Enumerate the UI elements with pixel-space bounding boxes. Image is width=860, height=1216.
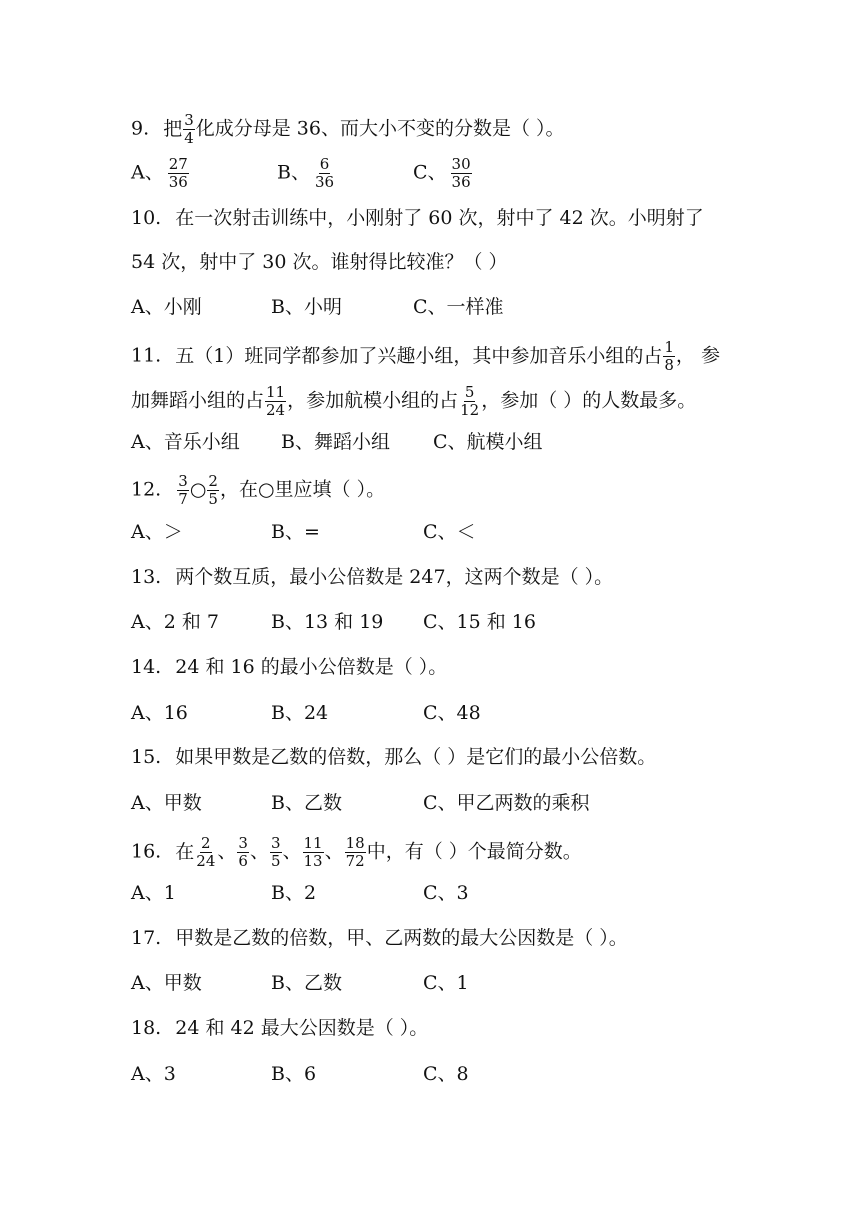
question-number: 13. bbox=[131, 566, 162, 588]
fraction bbox=[177, 473, 189, 508]
fraction bbox=[459, 384, 480, 419]
numerator: 2 bbox=[201, 834, 211, 852]
separator: 、 bbox=[282, 840, 302, 863]
fraction bbox=[168, 156, 189, 191]
denominator: 7 bbox=[178, 490, 188, 508]
option-c: C、8 bbox=[423, 1063, 469, 1085]
denominator: 36 bbox=[451, 173, 471, 191]
option-c bbox=[413, 156, 473, 191]
question-number: 18. bbox=[131, 1017, 162, 1039]
option-label: B、 bbox=[277, 161, 310, 184]
question-10-cont bbox=[131, 250, 508, 274]
option-b: B、小明 bbox=[271, 296, 342, 318]
option-c: C、3 bbox=[423, 882, 469, 904]
question-number: 12. bbox=[131, 478, 162, 501]
question-text: 两个数互质，最小公倍数是 247，这两个数是（ ）。 bbox=[175, 566, 614, 588]
separator: 、 bbox=[217, 840, 237, 863]
option-label: C、 bbox=[413, 161, 447, 184]
numerator: 2 bbox=[208, 472, 218, 490]
denominator: 6 bbox=[238, 852, 248, 870]
option-a: A、音乐小组 bbox=[131, 431, 240, 453]
question-13 bbox=[131, 565, 613, 589]
question-text: 如果甲数是乙数的倍数，那么（ ）是它们的最小公倍数。 bbox=[175, 746, 657, 768]
option-c: C、一样准 bbox=[413, 296, 504, 318]
question-text: ， 参 bbox=[675, 344, 720, 367]
separator: 、 bbox=[324, 840, 344, 863]
denominator: 36 bbox=[168, 173, 188, 191]
fraction bbox=[663, 339, 675, 374]
question-text: 把 bbox=[163, 117, 183, 140]
option-a: A、16 bbox=[131, 702, 188, 724]
denominator: 24 bbox=[196, 852, 216, 870]
numerator: 3 bbox=[238, 834, 248, 852]
option-b: B、乙数 bbox=[271, 792, 342, 814]
option-c: C、航模小组 bbox=[433, 431, 543, 453]
numerator: 3 bbox=[178, 472, 188, 490]
denominator: 72 bbox=[345, 852, 365, 870]
option-a: A、2 和 7 bbox=[131, 611, 219, 633]
fraction bbox=[451, 156, 472, 191]
option-c: C、甲乙两数的乘积 bbox=[423, 792, 590, 814]
numerator: 30 bbox=[451, 155, 471, 173]
question-text: 在一次射击训练中，小刚射了 60 次，射中了 42 次。小明射了 bbox=[175, 207, 704, 229]
denominator: 8 bbox=[664, 356, 674, 374]
option-b bbox=[277, 156, 336, 191]
numerator: 11 bbox=[266, 383, 286, 401]
numerator: 27 bbox=[168, 155, 188, 173]
fraction bbox=[265, 384, 286, 419]
question-number: 17. bbox=[131, 927, 162, 949]
option-b: B、乙数 bbox=[271, 972, 342, 994]
denominator: 24 bbox=[266, 401, 286, 419]
denominator: 4 bbox=[184, 129, 194, 147]
option-a: A、甲数 bbox=[131, 792, 202, 814]
option-b: B、舞蹈小组 bbox=[281, 431, 390, 453]
numerator: 3 bbox=[184, 111, 194, 129]
numerator: 1 bbox=[664, 338, 674, 356]
fraction bbox=[183, 112, 195, 147]
question-text: 24 和 42 最大公因数是（ ）。 bbox=[175, 1017, 429, 1039]
question-9 bbox=[131, 112, 565, 147]
question-11 bbox=[131, 339, 720, 374]
question-number: 15. bbox=[131, 746, 162, 768]
fraction bbox=[314, 156, 335, 191]
option-b: B、6 bbox=[271, 1063, 317, 1085]
circle-blank: ○ bbox=[189, 478, 207, 501]
numerator: 18 bbox=[345, 834, 365, 852]
option-c: C、1 bbox=[423, 972, 469, 994]
question-15 bbox=[131, 745, 656, 769]
question-number: 14. bbox=[131, 656, 162, 678]
question-text: 加舞蹈小组的占 bbox=[131, 389, 265, 412]
option-a: A、1 bbox=[131, 882, 176, 904]
question-text: ，参加（ ）的人数最多。 bbox=[481, 389, 697, 412]
option-c: C、48 bbox=[423, 702, 481, 724]
question-text: ，参加航模小组的占 bbox=[287, 389, 459, 412]
fraction bbox=[303, 835, 324, 870]
question-10 bbox=[131, 206, 704, 230]
question-12 bbox=[131, 473, 385, 508]
question-text: 在 bbox=[175, 840, 195, 863]
option-label: A、 bbox=[131, 161, 164, 184]
fraction bbox=[207, 473, 219, 508]
fraction bbox=[345, 835, 366, 870]
question-16 bbox=[131, 835, 582, 870]
option-b: B、= bbox=[271, 521, 320, 543]
fraction bbox=[237, 835, 249, 870]
option-a: A、3 bbox=[131, 1063, 176, 1085]
question-17 bbox=[131, 926, 628, 950]
option-b: B、2 bbox=[271, 882, 317, 904]
question-text: 中，有（ ）个最简分数。 bbox=[366, 840, 582, 863]
question-number: 16. bbox=[131, 840, 162, 863]
fraction bbox=[270, 835, 282, 870]
numerator: 3 bbox=[270, 834, 281, 852]
option-a: A、甲数 bbox=[131, 972, 202, 994]
denominator: 5 bbox=[270, 852, 281, 870]
option-a: A、＞ bbox=[131, 521, 183, 543]
option-b: B、13 和 19 bbox=[271, 611, 384, 633]
question-number: 9. bbox=[131, 117, 150, 140]
question-text: 54 次，射中了 30 次。谁射得比较准？（ ） bbox=[131, 251, 508, 273]
option-a bbox=[131, 156, 190, 191]
numerator: 6 bbox=[319, 155, 330, 173]
option-b: B、24 bbox=[271, 702, 329, 724]
denominator: 13 bbox=[303, 852, 323, 870]
question-11-cont bbox=[131, 384, 696, 419]
question-14 bbox=[131, 655, 447, 679]
denominator: 5 bbox=[208, 490, 218, 508]
separator: 、 bbox=[249, 840, 269, 863]
denominator: 12 bbox=[460, 401, 480, 419]
question-text: 甲数是乙数的倍数，甲、乙两数的最大公因数是（ ）。 bbox=[175, 927, 628, 949]
option-c: C、＜ bbox=[423, 521, 476, 543]
question-text: 24 和 16 的最小公倍数是（ ）。 bbox=[175, 656, 448, 678]
option-c: C、15 和 16 bbox=[423, 611, 536, 633]
fraction bbox=[195, 835, 216, 870]
question-text: ，在○里应填（ ）。 bbox=[219, 478, 386, 501]
question-18 bbox=[131, 1016, 428, 1040]
numerator: 5 bbox=[464, 383, 475, 401]
question-text: 五（1）班同学都参加了兴趣小组，其中参加音乐小组的占 bbox=[175, 344, 663, 367]
question-text: 化成分母是 36、而大小不变的分数是（ ）。 bbox=[195, 117, 565, 140]
question-number: 10. bbox=[131, 207, 162, 229]
question-number: 11. bbox=[131, 344, 162, 367]
numerator: 11 bbox=[303, 834, 323, 852]
denominator: 36 bbox=[314, 173, 335, 191]
option-a: A、小刚 bbox=[131, 296, 202, 318]
